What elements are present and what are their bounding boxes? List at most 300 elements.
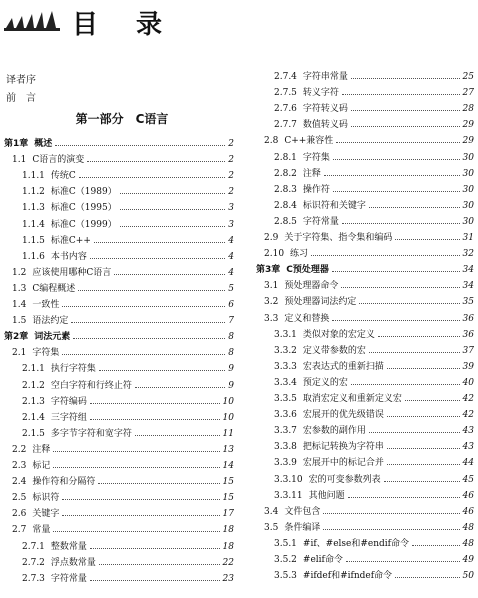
toc-entry	[274, 168, 474, 180]
toc-entry-page: 39	[462, 361, 474, 372]
toc-leader-dots	[311, 249, 459, 256]
toc-entry	[274, 409, 474, 421]
toc-entry-page: 42	[462, 410, 474, 421]
toc-entry-number: 第1章	[4, 139, 29, 149]
toc-entry	[274, 490, 474, 502]
toc-entry-title: 常量	[32, 525, 51, 536]
toc-entry-number: 1.1.5	[22, 235, 45, 246]
toc-entry-page: 17	[222, 509, 234, 520]
toc-entry-title: 类似对象的宏定义	[302, 329, 375, 340]
toc-entry-page: 40	[462, 377, 474, 388]
toc-entry-title: 字符常量	[50, 573, 87, 584]
toc-entry	[264, 232, 474, 244]
toc-leader-dots	[71, 316, 225, 323]
toc-leader-dots	[341, 281, 459, 288]
toc-entry	[264, 280, 474, 292]
toc-entry	[274, 216, 474, 228]
toc-leader-dots	[135, 429, 220, 436]
toc-entry-page: 28	[462, 104, 474, 115]
toc-entry-number: 2.5	[12, 493, 27, 504]
toc-entry-title: 应该使用哪种C语言	[32, 267, 112, 278]
toc-entry-page: 6	[228, 300, 234, 310]
toc-entry-page: 25	[462, 72, 474, 82]
toc-entry-number: 2.4	[12, 477, 27, 488]
toc-entry	[12, 154, 234, 166]
toc-entry-page: 8	[228, 332, 234, 343]
toc-entry-title: 其他问题	[308, 490, 345, 501]
toc-entry-page: 37	[462, 345, 474, 356]
toc-leader-dots	[387, 410, 460, 417]
toc-entry-number: 2.1.4	[22, 412, 45, 423]
toc-entry-title: 关于字符集、指令集和编码	[284, 233, 393, 243]
toc-entry-page: 3	[228, 219, 234, 230]
page-title	[72, 4, 164, 41]
toc-leader-dots	[323, 523, 459, 530]
toc-entry-page: 34	[462, 281, 474, 292]
toc-entry-page: 4	[228, 267, 234, 278]
toc-leader-dots	[359, 297, 459, 304]
toc-entry-title: 字符串常量	[302, 72, 348, 82]
toc-leader-dots	[395, 233, 459, 240]
toc-entry-title: 字符集	[32, 348, 60, 359]
toc-entry-number: 3.3.6	[274, 410, 297, 421]
toc-entry-title: 标准C（1989）	[50, 187, 117, 198]
toc-entry-number: 3.5.1	[274, 538, 297, 549]
toc-entry-number: 2.7.7	[274, 120, 297, 131]
toc-entry-page: 36	[462, 329, 474, 340]
toc-entry-number: 第3章	[256, 265, 281, 276]
toc-leader-dots	[346, 555, 460, 562]
toc-entry	[274, 329, 474, 341]
toc-entry-title: 标准C（1995）	[50, 203, 117, 214]
toc-leader-dots	[114, 268, 225, 275]
toc-entry	[22, 202, 234, 214]
toc-entry-page: 8	[228, 348, 234, 359]
toc-leader-dots	[395, 571, 460, 578]
toc-leader-dots	[90, 252, 225, 259]
toc-entry-title: 操作符和分隔符	[32, 477, 96, 488]
toc-entry	[264, 506, 474, 518]
toc-entry	[264, 313, 474, 325]
toc-leader-dots	[332, 314, 459, 321]
toc-entry	[274, 103, 474, 115]
toc-leader-dots	[369, 346, 460, 353]
toc-entry	[4, 331, 234, 343]
toc-entry-number: 3.3.10	[274, 474, 303, 485]
toc-entry-title: 定义和替换	[284, 313, 330, 324]
toc-entry	[264, 522, 474, 534]
toc-entry	[22, 219, 234, 231]
toc-entry-title: 预处理器命令	[284, 281, 339, 292]
toc-leader-dots	[333, 185, 460, 192]
toc-entry-number: 2.7.3	[22, 573, 45, 584]
toc-entry-title: 字符常量	[302, 216, 339, 227]
toc-entry-page: 34	[462, 265, 474, 276]
toc-entry-number: 1.5	[12, 316, 27, 327]
toc-entry-title: 宏展开的优先级错误	[302, 410, 384, 421]
toc-entry-number: 2.10	[264, 249, 285, 260]
toc-entry-number: 1.1.2	[22, 187, 45, 198]
toc-entry	[22, 412, 234, 424]
toc-entry	[274, 377, 474, 389]
toc-entry-title: C++兼容性	[284, 136, 334, 147]
toc-entry-number: 2.6	[12, 509, 27, 520]
toc-leader-dots	[351, 378, 460, 385]
toc-entry-number: 1.3	[12, 283, 27, 294]
toc-entry-page: 30	[462, 184, 474, 195]
toc-entry-page: 11	[222, 428, 234, 439]
toc-leader-dots	[98, 477, 219, 484]
toc-entry-number: 3.1	[264, 281, 279, 292]
toc-entry-title: 操作符	[302, 184, 330, 195]
toc-entry-title: 注释	[32, 444, 51, 455]
toc-entry	[274, 345, 474, 357]
toc-entry-number: 3.3.8	[274, 442, 297, 453]
toc-entry-title: 字符转义码	[302, 104, 348, 115]
toc-leader-dots	[90, 574, 220, 581]
toc-entry-page: 14	[222, 461, 234, 471]
toc-entry	[274, 71, 474, 83]
toc-entry-title: 整数常量	[50, 541, 87, 552]
toc-leader-dots	[384, 475, 460, 482]
toc-entry-number: 3.3.11	[274, 490, 303, 501]
decorative-header-ornament	[4, 8, 60, 32]
toc-entry-title: C编程概述	[32, 283, 76, 294]
toc-entry	[274, 200, 474, 212]
toc-leader-dots	[87, 155, 225, 162]
toc-entry-title: 数值转义码	[302, 120, 348, 131]
toc-entry	[274, 538, 474, 550]
toc-entry-number: 2.2	[12, 444, 27, 455]
toc-entry-title: 条件编译	[284, 522, 321, 533]
toc-entry-number: 1.1.1	[22, 171, 45, 182]
toc-entry	[22, 251, 234, 263]
toc-entry-number: 1.2	[12, 267, 27, 278]
toc-entry-title: 本书内容	[50, 251, 87, 262]
toc-entry-page: 29	[462, 120, 474, 131]
toc-entry-page: 7	[228, 316, 234, 327]
toc-entry-page: 2	[228, 171, 234, 182]
toc-entry	[12, 524, 234, 536]
toc-entry	[22, 428, 234, 440]
toc-entry-title: 传统C	[50, 171, 76, 182]
toc-entry	[274, 474, 474, 486]
toc-entry-number: 3.3.3	[274, 361, 297, 372]
toc-entry-number: 3.5	[264, 522, 279, 533]
toc-leader-dots	[387, 362, 460, 369]
toc-entry-page: 27	[462, 88, 474, 99]
toc-entry-title: 字符集	[302, 152, 330, 163]
toc-entry	[274, 87, 474, 99]
toc-entry-number: 2.8.4	[274, 200, 297, 211]
toc-entry	[22, 557, 234, 569]
toc-entry-title: 标识符	[32, 493, 60, 504]
toc-entry-number: 2.1.3	[22, 396, 45, 407]
toc-entry-number: 1.1.6	[22, 251, 45, 262]
toc-entry-page: 5	[228, 283, 234, 294]
toc-entry	[264, 135, 474, 147]
toc-leader-dots	[135, 381, 225, 388]
toc-leader-dots	[378, 330, 460, 337]
toc-entry-title: C语言的演变	[32, 155, 85, 166]
toc-entry	[12, 299, 234, 311]
toc-leader-dots	[405, 394, 460, 401]
toc-entry	[12, 476, 234, 488]
toc-entry-page: 9	[228, 380, 234, 391]
toc-entry-title: 把标记转换为字符串	[302, 442, 384, 453]
toc-entry-page: 30	[462, 200, 474, 211]
toc-entry-page: 50	[462, 571, 474, 582]
toc-entry-page: 2	[228, 139, 234, 149]
toc-entry	[256, 264, 474, 276]
toc-entry-page: 35	[462, 297, 474, 308]
toc-entry-title: 标准C++	[50, 235, 91, 246]
toc-entry	[264, 248, 474, 260]
toc-leader-dots	[387, 442, 460, 449]
toc-entry-number: 1.1.4	[22, 219, 45, 230]
toc-entry-page: 43	[462, 426, 474, 437]
toc-entry-number: 3.3.1	[274, 329, 297, 340]
toc-entry-page: 31	[462, 233, 474, 243]
toc-leader-dots	[90, 413, 220, 420]
toc-entry	[12, 460, 234, 472]
toc-entry-page: 45	[462, 474, 474, 485]
toc-entry-page: 10	[222, 412, 234, 423]
toc-entry-title: 执行字符集	[50, 364, 96, 375]
toc-entry	[274, 441, 474, 453]
toc-entry-number: 3.3.4	[274, 377, 297, 388]
toc-entry-page: 4	[228, 251, 234, 262]
toc-leader-dots	[94, 236, 225, 243]
toc-entry	[22, 573, 234, 585]
toc-leader-dots	[53, 525, 219, 532]
toc-entry	[274, 457, 474, 469]
toc-entry	[274, 570, 474, 582]
toc-entry	[22, 235, 234, 247]
toc-entry	[12, 315, 234, 327]
toc-entry	[264, 296, 474, 308]
toc-entry-page: 30	[462, 152, 474, 163]
part-heading: 第一部分 C语言	[75, 112, 169, 126]
toc-leader-dots	[351, 104, 460, 111]
toc-leader-dots	[120, 220, 226, 227]
toc-entry-page: 46	[462, 490, 474, 501]
toc-entry-page: 29	[462, 136, 474, 147]
toc-entry	[12, 492, 234, 504]
toc-leader-dots	[387, 458, 460, 465]
toc-entry	[22, 186, 234, 198]
toc-entry-page: 3	[228, 203, 234, 214]
toc-entry-page: 15	[222, 477, 234, 488]
toc-leader-dots	[332, 265, 460, 272]
toc-entry-title: #ifdef和#ifndef命令	[302, 571, 393, 582]
toc-entry-title: 浮点数常量	[50, 557, 96, 568]
toc-entry-page: 18	[222, 525, 234, 536]
toc-leader-dots	[333, 153, 460, 160]
toc-entry-title: 一致性	[32, 300, 60, 310]
toc-entry-title: 定义带参数的宏	[302, 345, 366, 356]
toc-entry-title: C预处理器	[286, 265, 329, 276]
toc-entry	[12, 444, 234, 456]
toc-entry-title: 空白字符和行终止符	[50, 380, 132, 391]
toc-entry-number: 2.8	[264, 136, 279, 147]
toc-leader-dots	[90, 397, 220, 404]
toc-leader-dots	[120, 187, 226, 194]
toc-entry-page: 15	[222, 493, 234, 504]
toc-leader-dots	[369, 426, 460, 433]
title-char-1: 目	[72, 10, 101, 40]
toc-entry-title: 标识符和关键字	[302, 200, 366, 211]
toc-entry-number: 3.3.5	[274, 394, 297, 404]
toc-entry-number: 2.7.6	[274, 104, 297, 115]
toc-entry-page: 43	[462, 442, 474, 453]
toc-leader-dots	[62, 493, 219, 500]
toc-entry-title: 文件包含	[284, 506, 321, 517]
toc-entry-number: 2.7.2	[22, 557, 45, 568]
toc-entry-page: 23	[222, 573, 234, 584]
toc-leader-dots	[55, 139, 225, 146]
toc-entry-number: 3.4	[264, 506, 279, 517]
toc-entry-page: 30	[462, 168, 474, 179]
toc-entry-title: 字符编码	[50, 396, 87, 407]
toc-entry-title: #elif命令	[302, 555, 343, 565]
toc-entry-number: 3.3.7	[274, 426, 297, 437]
toc-leader-dots	[73, 332, 225, 339]
toc-entry-page: 32	[462, 249, 474, 260]
toc-leader-dots	[324, 169, 460, 176]
toc-leader-dots	[99, 364, 225, 371]
toc-leader-dots	[120, 203, 226, 210]
toc-entry-page: 9	[228, 364, 234, 375]
toc-entry-page: 13	[222, 444, 234, 455]
toc-leader-dots	[53, 461, 219, 468]
toc-entry-title: 练习	[290, 249, 309, 260]
toc-leader-dots	[62, 300, 225, 307]
title-char-2: 录	[136, 10, 165, 40]
toc-entry-number: 3.3.2	[274, 345, 297, 356]
toc-entry-title: 预定义的宏	[302, 377, 348, 388]
toc-entry	[274, 393, 474, 405]
toc-leader-dots	[369, 201, 460, 208]
toc-leader-dots	[342, 217, 460, 224]
toc-entry-number: 第2章	[4, 332, 29, 343]
toc-leader-dots	[336, 136, 459, 143]
toc-entry-page: 2	[228, 155, 234, 166]
toc-leader-dots	[351, 72, 460, 79]
toc-entry-number: 2.7.1	[22, 541, 45, 552]
toc-entry-number: 2.7	[12, 525, 27, 536]
toc-entry	[22, 541, 234, 553]
toc-leader-dots	[62, 509, 219, 516]
toc-entry	[22, 396, 234, 408]
toc-entry	[22, 170, 234, 182]
toc-entry-page: 36	[462, 313, 474, 324]
toc-entry-title: 概述	[34, 139, 53, 149]
toc-entry-number: 2.8.5	[274, 216, 297, 227]
toc-entry	[4, 138, 234, 150]
toc-entry	[22, 380, 234, 392]
toc-entry-title: 宏的可变参数列表	[308, 474, 381, 485]
toc-leader-dots	[78, 284, 225, 291]
toc-entry	[12, 267, 234, 279]
toc-entry	[12, 347, 234, 359]
toc-entry	[274, 554, 474, 566]
toc-entry-title: 标记	[32, 461, 51, 471]
toc-leader-dots	[412, 539, 460, 546]
toc-leader-dots	[342, 88, 460, 95]
toc-entry-title: #if、#else和#endif命令	[302, 538, 409, 549]
toc-entry-number: 2.1.2	[22, 380, 45, 391]
toc-entry-title: 注释	[302, 168, 321, 179]
toc-entry-title: 标准C（1999）	[50, 219, 117, 230]
toc-entry-page: 42	[462, 394, 474, 404]
toc-entry-number: 2.8.3	[274, 184, 297, 195]
front-matter-preface: 译者序	[6, 75, 36, 86]
toc-leader-dots	[53, 445, 219, 452]
toc-entry-page: 30	[462, 216, 474, 227]
toc-entry-title: 预处理器词法约定	[284, 297, 357, 308]
toc-entry-page: 10	[222, 396, 234, 407]
toc-entry-title: 取消宏定义和重新定义宏	[302, 394, 402, 404]
toc-entry	[274, 119, 474, 131]
page-header	[0, 0, 478, 40]
toc-entry-number: 1.1.3	[22, 203, 45, 214]
toc-entry-number: 3.5.2	[274, 555, 297, 565]
toc-entry	[274, 361, 474, 373]
toc-entry-page: 18	[222, 541, 234, 552]
toc-entry-page: 48	[462, 538, 474, 549]
toc-entry-title: 宏表达式的重新扫描	[302, 361, 384, 372]
toc-entry-number: 2.8.2	[274, 168, 297, 179]
toc-entry-number: 2.8.1	[274, 152, 297, 163]
toc-entry-number: 2.1.1	[22, 364, 45, 375]
toc-entry-number: 2.9	[264, 233, 279, 243]
toc-entry-title: 语法约定	[32, 316, 69, 327]
toc-leader-dots	[351, 120, 460, 127]
toc-entry-number: 2.3	[12, 461, 27, 471]
toc-entry-page: 46	[462, 506, 474, 517]
toc-entry-number: 3.3.9	[274, 458, 297, 469]
toc-entry	[274, 425, 474, 437]
toc-entry-number: 3.2	[264, 297, 279, 308]
toc-entry-number: 2.1	[12, 348, 27, 359]
toc-leader-dots	[323, 507, 459, 514]
toc-entry	[12, 283, 234, 295]
toc-entry-title: 宏展开中的标记合并	[302, 458, 384, 469]
toc-leader-dots	[79, 171, 225, 178]
toc-entry-page: 49	[462, 555, 474, 565]
toc-entry-title: 转义字符	[302, 88, 339, 99]
toc-leader-dots	[348, 491, 460, 498]
toc-entry-number: 1.1	[12, 155, 27, 166]
toc-entry-number: 3.5.3	[274, 571, 297, 582]
toc-entry-page: 22	[222, 557, 234, 568]
toc-entry-number: 2.1.5	[22, 428, 45, 439]
toc-leader-dots	[62, 348, 225, 355]
toc-entry-title: 多字节字符和宽字符	[50, 428, 132, 439]
toc-entry	[274, 152, 474, 164]
toc-entry-title: 三字符组	[50, 412, 87, 423]
toc-entry-page: 2	[228, 187, 234, 198]
toc-entry-number: 1.4	[12, 300, 27, 310]
toc-entry-page: 48	[462, 522, 474, 533]
toc-entry-title: 词法元素	[34, 332, 71, 343]
toc-entry-number: 2.7.4	[274, 72, 297, 82]
toc-leader-dots	[99, 558, 220, 565]
toc-entry-number: 2.7.5	[274, 88, 297, 99]
toc-entry-title: 关键字	[32, 509, 60, 520]
toc-leader-dots	[90, 542, 220, 549]
